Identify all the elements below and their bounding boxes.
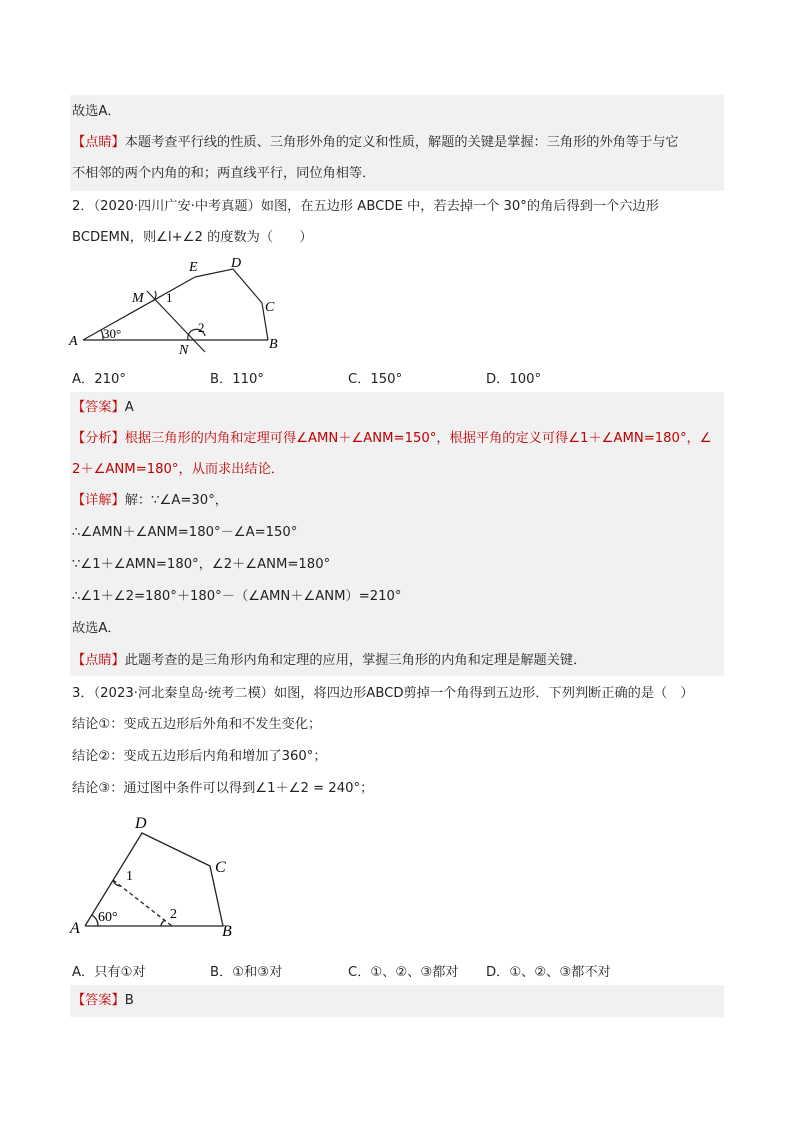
q2-answer-line [72, 398, 134, 418]
q2-comment-line [72, 651, 586, 671]
label-angle-2: 2 [198, 320, 205, 335]
label-N: N [179, 343, 189, 358]
label-A: A [69, 334, 78, 349]
question-3-stem: 3．（2023·河北秦皇岛·统考二模）如图，将四边形ABCD剪掉一个角得到五边形．下列判断正确的是（ ） [72, 686, 694, 701]
label-A: A [70, 920, 80, 937]
comment-tag: 【点睛】 [72, 653, 125, 668]
label-angle-2: 2 [170, 907, 177, 922]
dashed-cut-line [113, 880, 172, 926]
comment-line-2: 不相邻的两个内角的和；两直线平行，同位角相等． [72, 166, 376, 181]
q3-option-b: B．①和③对 [210, 965, 283, 980]
prev-answer-block [70, 95, 724, 191]
detail-tag: 【详解】 [72, 493, 125, 508]
side-AE [83, 277, 195, 340]
q2-option-a: A．210° [72, 372, 126, 387]
answer-tag: 【答案】 [72, 993, 125, 1008]
label-D: D [231, 256, 242, 271]
q2-solution-block [70, 392, 724, 676]
q2-option-c: C．150° [348, 372, 403, 387]
analysis-text: 根据三角形的内角和定理可得∠AMN＋∠ANM=150°，根据平角的定义可得∠1＋∠AMN=180°，∠ [124, 431, 712, 446]
label-angle-30: 30° [103, 326, 122, 341]
q3-answer-line [72, 991, 134, 1011]
label-C: C [215, 859, 226, 876]
q2-option-d: D．100° [486, 372, 542, 387]
label-B: B [269, 337, 278, 352]
q3-option-a: A．只有①对 [72, 965, 146, 980]
label-E: E [189, 260, 198, 275]
label-D: D [135, 815, 147, 832]
question-2-stem: 2．（2020·四川广安·中考真题）如图，在五边形 ABCDE 中，若去掉一个 30°的角后得到一个六边形 [72, 199, 659, 214]
pentagon-figure [65, 255, 295, 360]
detail-text: 解：∵∠A=30°， [124, 493, 228, 508]
answer-value: A [124, 400, 134, 415]
comment-text: 本题考查平行线的性质、三角形外角的定义和性质，解题的关键是掌握：三角形的外角等于与它 [124, 135, 679, 150]
answer-tag: 【答案】 [72, 400, 125, 415]
choice-line: 故选A． [72, 104, 121, 119]
label-M: M [132, 291, 144, 306]
q2-analysis-line [72, 429, 712, 449]
q2-detail-line [72, 491, 228, 511]
quadrilateral-figure [65, 810, 255, 940]
comment-text: 此题考查的是三角形内角和定理的应用，掌握三角形的内角和定理是解题关键． [124, 653, 587, 668]
label-C: C [265, 300, 275, 315]
question-2-stem-2: BCDEMN，则∠l+∠2 的度数为（ ） [72, 230, 313, 245]
q2-option-b: B．110° [210, 372, 264, 387]
answer-value: B [124, 993, 134, 1008]
comment-tag: 【点睛】 [72, 135, 125, 150]
sides-EDCB [195, 269, 268, 340]
label-angle-1: 1 [166, 290, 173, 305]
q3-option-d: D．①、②、③都不对 [486, 965, 611, 980]
q2-analysis-line-2: 2＋∠ANM=180°，从而求出结论． [72, 462, 284, 477]
q2-detail-line-3: ∵∠1＋∠AMN=180°，∠2＋∠ANM=180° [72, 557, 331, 572]
angle-arc-2 [161, 920, 165, 926]
conclusion-3: 结论③：通过图中条件可以得到∠1＋∠2 = 240°； [72, 781, 374, 796]
q3-answer-block [70, 985, 724, 1017]
cut-line-MN [147, 291, 205, 352]
conclusion-1: 结论①：变成五边形后外角和不发生变化； [72, 717, 322, 732]
q2-choice-line: 故选A． [72, 621, 121, 636]
q3-option-c: C．①、②、③都对 [348, 965, 459, 980]
analysis-tag: 【分析】 [72, 431, 125, 446]
conclusion-2: 结论②：变成五边形后内角和增加了360°； [72, 749, 327, 764]
label-angle-60: 60° [98, 910, 118, 925]
q2-detail-line-4: ∴∠1＋∠2=180°＋180°－（∠AMN＋∠ANM）=210° [72, 589, 402, 604]
comment-line [72, 133, 679, 153]
label-angle-1: 1 [126, 869, 133, 884]
q2-detail-line-2: ∴∠AMN＋∠ANM=180°－∠A=150° [72, 525, 298, 540]
label-B: B [222, 923, 232, 940]
